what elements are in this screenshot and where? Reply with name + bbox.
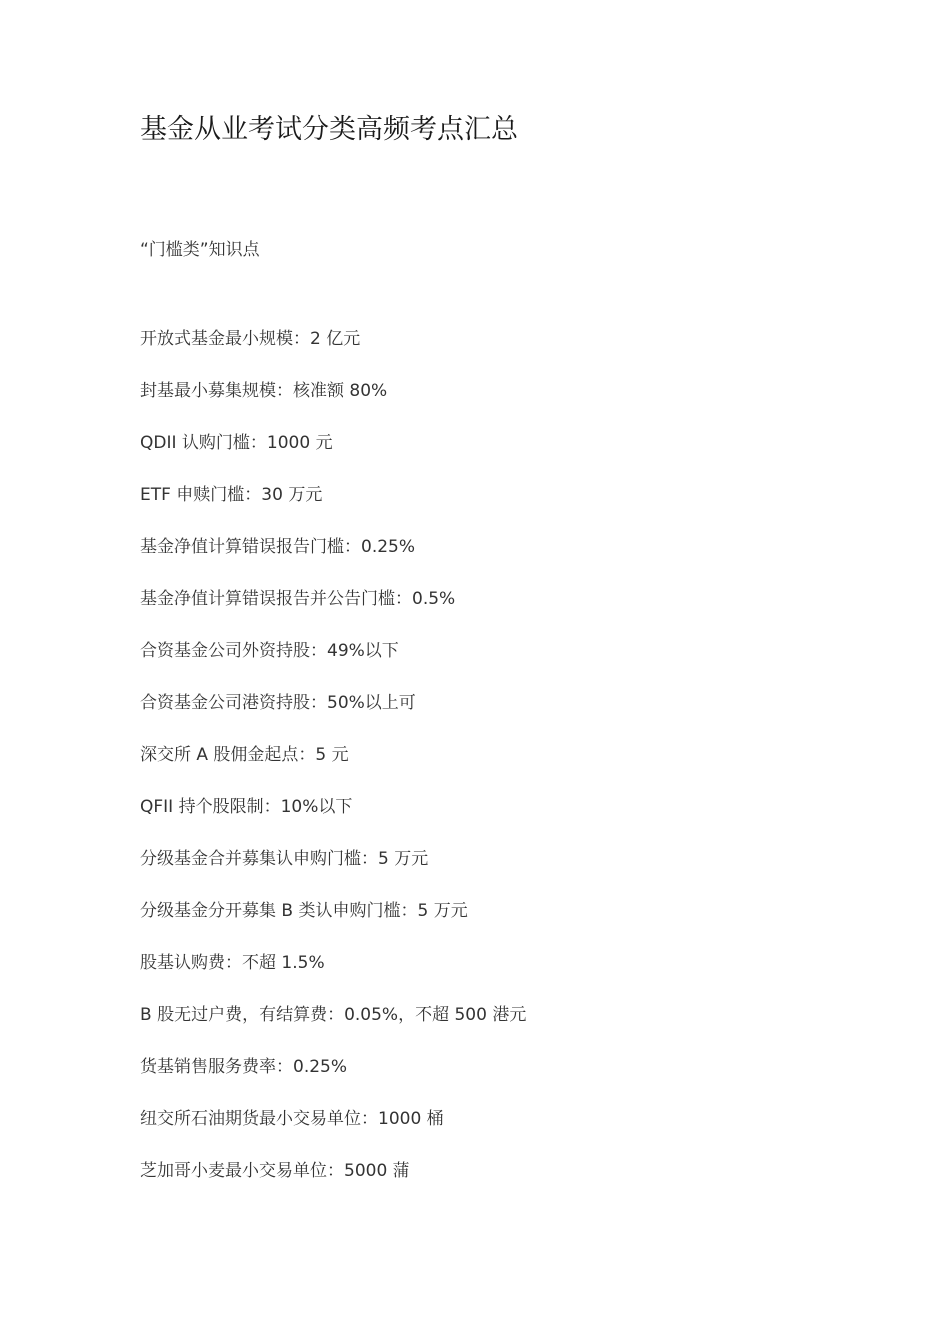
knowledge-point-item: 货基销售服务费率：0.25% bbox=[140, 1057, 348, 1077]
knowledge-point-item: 开放式基金最小规模：2 亿元 bbox=[140, 329, 361, 349]
knowledge-point-item: 芝加哥小麦最小交易单位：5000 蒲 bbox=[140, 1161, 410, 1181]
knowledge-point-item: B 股无过户费，有结算费：0.05%，不超 500 港元 bbox=[140, 1005, 527, 1025]
knowledge-point-item: 纽交所石油期货最小交易单位：1000 桶 bbox=[140, 1109, 444, 1129]
knowledge-point-item: 基金净值计算错误报告并公告门槛：0.5% bbox=[140, 589, 456, 609]
knowledge-point-item: 分级基金合并募集认申购门槛：5 万元 bbox=[140, 849, 429, 869]
knowledge-point-item: 基金净值计算错误报告门槛：0.25% bbox=[140, 537, 416, 557]
knowledge-point-item: 合资基金公司外资持股：49%以下 bbox=[140, 641, 399, 661]
knowledge-point-item: 深交所 A 股佣金起点：5 元 bbox=[140, 745, 349, 765]
document-title: 基金从业考试分类高频考点汇总 bbox=[140, 114, 518, 145]
knowledge-point-item: ETF 申赎门槛：30 万元 bbox=[140, 485, 323, 505]
section-heading: “门槛类”知识点 bbox=[140, 240, 260, 260]
knowledge-point-item: 合资基金公司港资持股：50%以上可 bbox=[140, 693, 416, 713]
knowledge-point-list bbox=[140, 323, 526, 1207]
knowledge-point-item: 分级基金分开募集 B 类认申购门槛：5 万元 bbox=[140, 901, 468, 921]
knowledge-point-item: QDII 认购门槛：1000 元 bbox=[140, 433, 333, 453]
knowledge-point-item: 股基认购费：不超 1.5% bbox=[140, 953, 325, 973]
knowledge-point-item: 封基最小募集规模：核准额 80% bbox=[140, 381, 388, 401]
knowledge-point-item: QFII 持个股限制：10%以下 bbox=[140, 797, 353, 817]
